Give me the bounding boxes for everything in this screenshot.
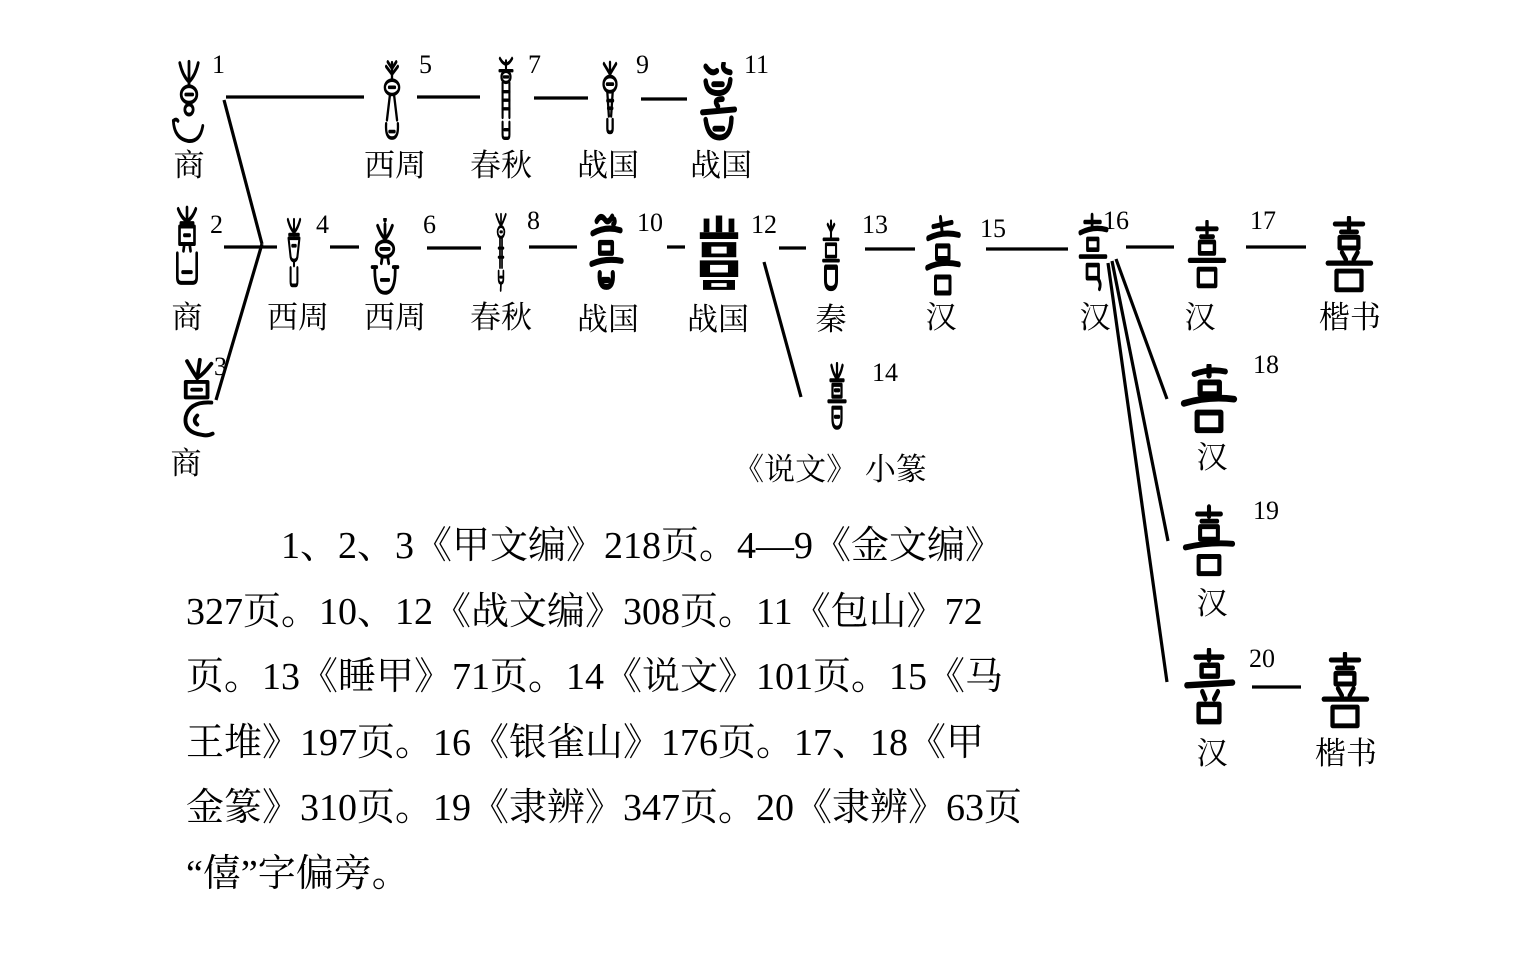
glyph-15-period-label: 汉: [925, 300, 957, 335]
glyph-16-number: 16: [1103, 206, 1129, 235]
glyph-19-period-label: 汉: [1196, 586, 1228, 621]
glyph-6-period-label: 西周: [364, 300, 426, 335]
glyph-1-period-label: 商: [173, 148, 205, 183]
glyph-4-period-label: 西周: [267, 300, 329, 335]
glyph-11-period-label: 战国: [690, 148, 752, 183]
glyph-2-drawing: [165, 205, 209, 295]
glyph-14-period-label: 《说文》 小篆: [733, 452, 927, 487]
glyph-11-number: 11: [744, 50, 770, 79]
caption-line-6: “僖”字偏旁。: [186, 852, 410, 895]
caption-line-3: 页。13《睡甲》71页。14《说文》101页。15《马: [186, 656, 1004, 698]
glyph-12-number: 12: [751, 210, 777, 239]
glyph-7-period-label: 春秋: [470, 148, 532, 183]
caption-line-5: 金篆》310页。19《隶辨》347页。20《隶辨》63页: [186, 787, 1023, 829]
glyph-kai1-drawing: [1310, 216, 1388, 296]
glyph-14-number: 14: [872, 358, 898, 387]
glyph-2-period-label: 商: [171, 300, 203, 335]
glyph-15-number: 15: [980, 214, 1006, 243]
glyph-18-drawing: [1172, 364, 1246, 436]
glyph-7-number: 7: [528, 50, 541, 79]
glyph-18-period-label: 汉: [1196, 440, 1228, 475]
glyph-18-number: 18: [1253, 350, 1279, 379]
glyph-4-number: 4: [316, 210, 329, 239]
glyph-3-number: 3: [214, 352, 227, 381]
glyph-5-drawing: [371, 60, 413, 142]
glyph-9-number: 9: [636, 50, 649, 79]
glyph-4-drawing: [277, 216, 311, 294]
glyph-20-period-label: 汉: [1196, 736, 1228, 771]
glyph-5-number: 5: [419, 50, 432, 79]
glyph-13-drawing: [808, 218, 854, 300]
glyph-13-period-label: 秦: [815, 302, 847, 337]
glyph-11-drawing: [690, 62, 746, 142]
glyph-13-number: 13: [862, 210, 888, 239]
glyph-7-drawing: [487, 56, 525, 142]
glyph-kai1-period-label: 楷书: [1319, 300, 1381, 335]
glyph-5-period-label: 西周: [364, 148, 426, 183]
glyph-16-period-label: 汉: [1079, 300, 1111, 335]
glyph-17-drawing: [1176, 220, 1238, 292]
caption-line-2: 327页。10、12《战文编》308页。11《包山》72: [186, 590, 983, 633]
glyph-20-drawing: [1172, 648, 1246, 728]
glyph-10-number: 10: [637, 208, 663, 237]
glyph-9-drawing: [591, 60, 629, 140]
glyph-6-number: 6: [423, 210, 436, 239]
glyph-2-number: 2: [210, 210, 223, 239]
glyph-20-number: 20: [1249, 644, 1275, 673]
glyph-19-drawing: [1172, 504, 1246, 580]
caption-line-1: 1、2、3《甲文编》218页。4—9《金文编》: [281, 525, 1004, 567]
glyph-8-number: 8: [527, 206, 540, 235]
glyph-17-number: 17: [1250, 206, 1276, 235]
glyph-8-period-label: 春秋: [470, 300, 532, 335]
glyph-1-number: 1: [212, 50, 225, 79]
glyph-6-drawing: [362, 218, 408, 298]
glyph-15-drawing: [918, 214, 968, 298]
caption-line-4: 王堆》197页。16《银雀山》176页。17、18《甲: [186, 721, 985, 764]
glyph-14-drawing: [812, 362, 862, 446]
glyph-12-period-label: 战国: [687, 302, 749, 337]
glyph-10-period-label: 战国: [577, 302, 639, 337]
glyph-kai2-drawing: [1306, 652, 1384, 732]
glyph-9-period-label: 战国: [577, 148, 639, 183]
glyph-8-drawing: [484, 212, 518, 294]
glyph-kai2-period-label: 楷书: [1315, 736, 1377, 771]
glyph-17-period-label: 汉: [1184, 300, 1216, 335]
glyph-19-number: 19: [1253, 496, 1279, 525]
caption-block: [186, 514, 1106, 907]
glyph-3-period-label: 商: [170, 446, 202, 481]
glyph-10-drawing: [580, 212, 632, 296]
glyph-1-drawing: [166, 58, 212, 146]
glyph-12-drawing: [687, 214, 751, 296]
